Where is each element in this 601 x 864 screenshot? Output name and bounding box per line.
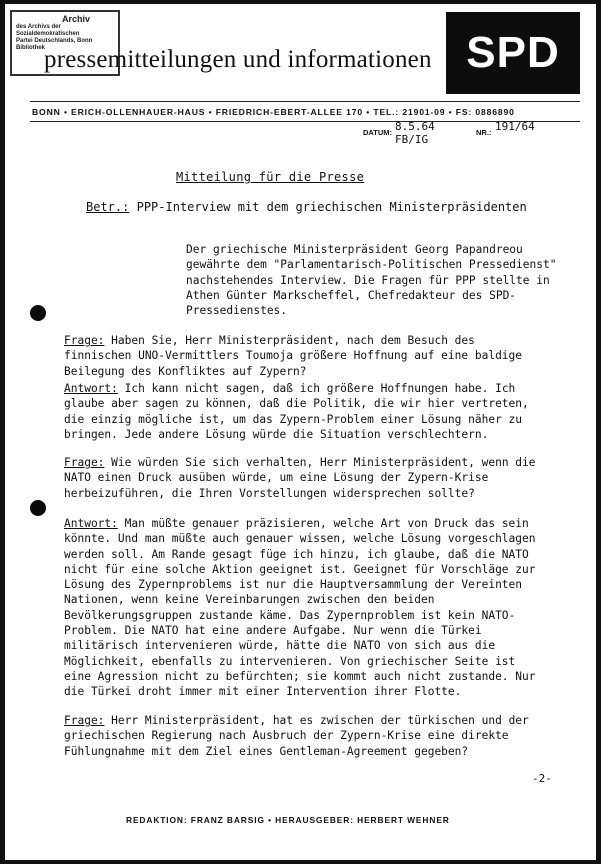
stamp-line-1: des Archivs der Sozialdemokratischen	[16, 24, 80, 37]
subject-label: Betr.:	[86, 200, 130, 214]
datum-label: DATUM:	[363, 128, 393, 137]
stamp-line-3: Bibliothek	[16, 45, 46, 51]
document-title: Mitteilung für die Presse	[176, 170, 365, 184]
qa-block-3	[64, 455, 544, 501]
qa-block-2	[64, 381, 544, 442]
page-number: -2-	[532, 772, 552, 785]
scan-border-top	[0, 0, 601, 4]
qa-label: Antwort:	[64, 382, 118, 395]
scan-border-bottom	[0, 860, 601, 864]
stamp-line-2: Partei Deutschlands, Bonn	[16, 38, 93, 44]
subject-line	[86, 200, 527, 214]
qa-text: Haben Sie, Herr Ministerpräsident, nach dem Besuch des finnischen UNO-Vermittlers Toumoja größere Hoffnung auf eine baldige Beilegung des Konfliktes auf Zypern?	[64, 334, 523, 378]
qa-text: Wie würden Sie sich verhalten, Herr Ministerpräsident, wenn die NATO einen Druck ausüben würde, um eine Lösung der Zypern-Krise herbeizuführen, die Ihren Vorstellungen widersprechen sollte?	[64, 456, 536, 500]
subject-text: PPP-Interview mit dem griechischen Ministerpräsidenten	[136, 200, 527, 214]
qa-block-5	[64, 713, 544, 759]
qa-text: Herr Ministerpräsident, hat es zwischen der türkischen und der griechischen Regierung nach Ausbruch der Zypern-Krise eine direkte Fühlungnahme mit dem Ziel eines Gentleman-Agreement gegeben?	[64, 714, 529, 758]
masthead-title: pressemitteilungen und informationen	[44, 46, 432, 73]
qa-block-4	[64, 516, 544, 700]
qa-label: Antwort:	[64, 517, 118, 530]
punch-hole-top	[30, 305, 46, 321]
scan-border-right	[596, 0, 601, 864]
punch-hole-bottom	[30, 500, 46, 516]
address-line: BONN • ERICH-OLLENHAUER-HAUS • FRIEDRICH-EBERT-ALLEE 170 • TEL.: 21901-09 • FS: 0886890	[32, 107, 515, 117]
qa-text: Ich kann nicht sagen, daß ich größere Hoffnungen habe. Ich glaube aber sagen zu können, daß die Politik, die wir hier vertreten, die einzig mögliche ist, um das Zypern-Problem einer Lösung näher zu bringen. Jede andere Lösung würde die Situation verschlechtern.	[64, 382, 529, 441]
qa-label: Frage:	[64, 456, 105, 469]
qa-block-1	[64, 333, 544, 379]
qa-label: Frage:	[64, 334, 105, 347]
datum-value: 8.5.64	[395, 120, 435, 133]
qa-label: Frage:	[64, 714, 105, 727]
intro-paragraph: Der griechische Ministerpräsident Georg Papandreou gewährte dem "Parlamentarisch-Politischen Pressedienst" nachstehendes Interview. Die Fragen für PPP stellte in Athen Günter Markscheffel, Chefredakteur des SPD-Pressedienstes.	[186, 243, 557, 318]
nr-value: 191/64	[495, 120, 535, 133]
spd-logo: SPD	[446, 12, 580, 94]
initials: FB/IG	[395, 133, 429, 146]
scan-border-left	[0, 0, 5, 864]
nr-label: NR.:	[476, 128, 492, 137]
qa-text: Man müßte genauer präzisieren, welche Art von Druck das sein könnte. Und man müßte auch genauer wissen, welche Lösung vorgeschlagen werden soll. Am Rande gesagt füge ich hinzu, ich glaube, daß die NATO nicht für eine solche Aktion geeignet ist. Geeignet für Vorschläge zur Lösung des Zypernproblems ist nur die Hauptversammlung der Vereinten Nationen, wenn keine Vereinbarungen zwischen den beiden Bevölkerungsgruppen zustande käme. Das Zypernproblem ist kein NATO-Problem. Die NATO hat eine andere Aufgabe. Nur wenn die Türkei militärisch intervenieren würde, hätte die NATO von sich aus die Möglichkeit, ebenfalls zu intervenieren. Von griechischer Seite ist eine Agression nicht zu befürchten; sie kommt auch nicht zustande. Nur die Türkei droht immer mit einer Intervention ihrer Flotte.	[64, 517, 536, 699]
header-rule-top	[30, 101, 580, 102]
footer-credits: REDAKTION: FRANZ BARSIG • HERAUSGEBER: HERBERT WEHNER	[126, 815, 450, 825]
stamp-title: Archiv	[62, 14, 91, 24]
